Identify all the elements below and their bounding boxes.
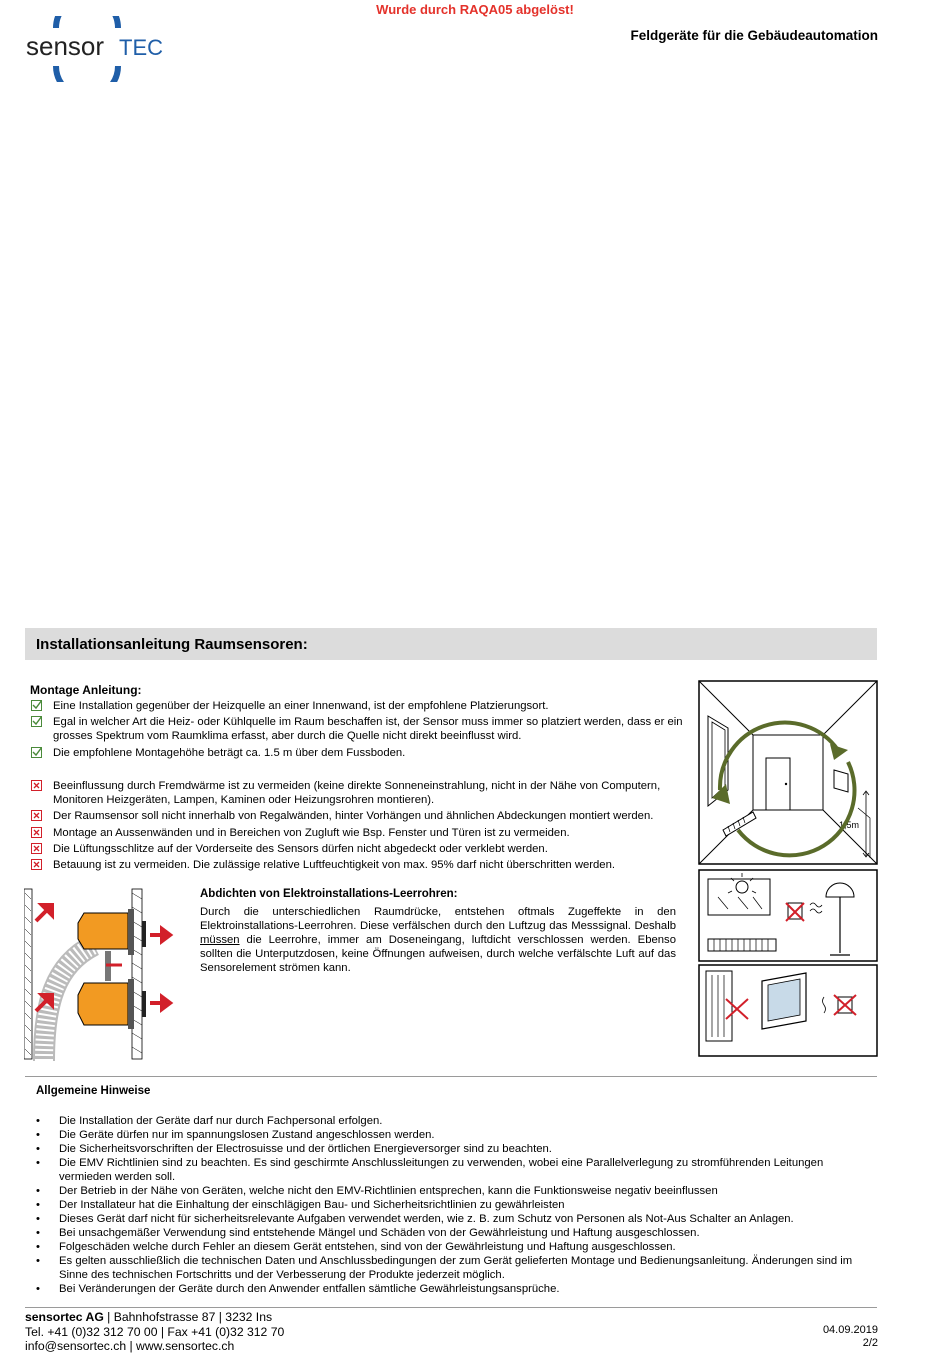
hinweise-item (36, 1282, 866, 1297)
footer-phone: Tel. +41 (0)32 312 70 00 | Fax +41 (0)32 312 70 (25, 1324, 285, 1339)
hinweise-text: Die EMV Richtlinien sind zu beachten. Es sind geschirmte Anschlussleitungen zu verwenden, wobei eine Parallelverlegung zu stromführenden Leitungen vermieden werden soll. (59, 1157, 824, 1183)
hinweise-text: Die Sicherheitsvorschriften der Electrosuisse und der örtlichen Energieversorger sind zu beachten. (59, 1143, 552, 1155)
checkbox-crossed-icon (31, 827, 42, 838)
hinweise-item (36, 1198, 866, 1213)
checkbox-checked-icon (31, 747, 42, 758)
montage-do-text: Eine Installation gegenüber der Heizquelle an einer Innenwand, ist der empfohlene Platzierungsort. (53, 700, 549, 712)
avoid-placement-diagram (698, 869, 878, 1057)
sealing-text (200, 905, 676, 975)
montage-dont-text: Der Raumsensor soll nicht innerhalb von Regalwänden, hinter Vorhängen und ähnlichen Abdeckungen montiert werden. (53, 810, 654, 822)
hinweise-text: Es gelten ausschließlich die technischen Daten und Anschlussbedingungen der zum Gerät gelieferten Montage und Bedienungsanleitung. Änderungen sind im Sinne des technischen Fortschritts und der Verbesserung der Produkte jederzeit möglich. (59, 1255, 853, 1281)
montage-title: Montage Anleitung: (30, 683, 142, 697)
logo-arc-top (56, 16, 118, 28)
header-title: Feldgeräte für die Gebäudeautomation (630, 28, 878, 43)
hinweise-text: Dieses Gerät darf nicht für sicherheitsrelevante Aufgaben verwendet werden, wie z. B. zum Schutz von Personen als Not-Aus Schalter an Anlagen. (59, 1213, 794, 1225)
hinweise-text: Der Betrieb in der Nähe von Geräten, welche nicht den EMV-Richtlinien entsprechen, kann die Funktionsweise negativ beeinflussen (59, 1185, 718, 1197)
checkbox-crossed-icon (31, 843, 42, 854)
replacement-notice: Wurde durch RAQA05 abgelöst! (376, 2, 574, 17)
hinweise-text: Die Geräte dürfen nur im spannungslosen Zustand angeschlossen werden. (59, 1129, 435, 1141)
sealing-text-emphasis: müssen (200, 934, 240, 946)
bullet-icon: • (36, 1283, 40, 1295)
footer-divider (25, 1307, 877, 1308)
bullet-icon: • (36, 1143, 40, 1155)
footer-date: 04.09.2019 (822, 1324, 878, 1336)
montage-dont-item (31, 842, 711, 857)
checkbox-crossed-icon (31, 859, 42, 870)
hinweise-text: Bei Veränderungen der Geräte durch den Anwender entfallen sämtliche Gewährleistungsansprüche. (59, 1283, 560, 1295)
hinweise-item (36, 1128, 866, 1143)
checkbox-checked-icon (31, 700, 42, 711)
logo-word: sensor (26, 31, 105, 61)
hinweise-text: Folgeschäden welche durch Fehler an diesem Gerät entstehen, sind von der Gewährleistung und Haftung ausgeschlossen. (59, 1241, 676, 1253)
logo-brand: TEC (119, 35, 163, 60)
bullet-icon: • (36, 1115, 40, 1127)
divider (25, 1076, 877, 1077)
hinweise-item (36, 1114, 866, 1129)
hinweise-item (36, 1226, 866, 1241)
bullet-icon: • (36, 1255, 40, 1267)
bullet-icon: • (36, 1185, 40, 1197)
hinweise-text: Bei unsachgemäßer Verwendung sind entstehende Mängel und Schäden von der Gewährleistung und Haftung ausgeschlossen. (59, 1227, 700, 1239)
checkbox-crossed-icon (31, 810, 42, 821)
hinweise-item (36, 1240, 866, 1255)
footer-meta (823, 1324, 878, 1350)
footer-company: sensortec AG (25, 1310, 104, 1324)
montage-dont-text: Beeinflussung durch Fremdwärme ist zu vermeiden (keine direkte Sonneneinstrahlung, nicht in der Nähe von Computern, Monitoren Heizgeräten, Lampen, Kaminen oder Heizungsrohren montieren). (53, 780, 661, 806)
footer-contact: info@sensortec.ch | www.sensortec.ch (25, 1339, 235, 1353)
hinweise-text: Der Installateur hat die Einhaltung der einschlägigen Bau- und Sicherheitsrichtlinien zu gewährleisten (59, 1199, 565, 1211)
montage-do-text: Die empfohlene Montagehöhe beträgt ca. 1.5 m über dem Fussboden. (53, 747, 406, 759)
hinweise-title: Allgemeine Hinweise (36, 1085, 151, 1097)
footer-street: | Bahnhofstrasse 87 | 3232 Ins (103, 1310, 273, 1324)
hinweise-item (36, 1254, 866, 1283)
bullet-icon: • (36, 1227, 40, 1239)
montage-dont-item (31, 858, 711, 873)
bullet-icon: • (36, 1241, 40, 1253)
sealing-text-part: Durch die unterschiedlichen Raumdrücke, entstehen oftmals Zugeffekte in den Elektroinstallations-Leerrohren. Diese verfälschen durch den Luftzug das Messsignal. Deshalb (200, 906, 676, 932)
air-arrow-icon (150, 997, 170, 1009)
height-label: 1,5m (839, 820, 860, 830)
bullet-icon: • (36, 1157, 40, 1169)
sensortec-logo (26, 16, 176, 82)
hinweise-item (36, 1212, 866, 1227)
montage-do-item (31, 715, 711, 744)
montage-dont-text: Die Lüftungsschlitze auf der Vorderseite des Sensors dürfen nicht abgedeckt oder verklebt werden. (53, 843, 548, 855)
montage-dont-text: Betauung ist zu vermeiden. Die zulässige relative Luftfeuchtigkeit von max. 95% darf nicht überschritten werden. (53, 859, 616, 871)
footer-address (25, 1310, 625, 1354)
bullet-icon: • (36, 1199, 40, 1211)
hinweise-text: Die Installation der Geräte darf nur durch Fachpersonal erfolgen. (59, 1115, 383, 1127)
hinweise-item (36, 1156, 866, 1185)
bullet-icon: • (36, 1213, 40, 1225)
logo-arc-bottom (56, 66, 118, 82)
bullet-icon: • (36, 1129, 40, 1141)
checkbox-crossed-icon (31, 780, 42, 791)
montage-dont-item (31, 779, 711, 808)
conduit-sealing-diagram (24, 885, 174, 1063)
heater-shape (708, 939, 776, 951)
montage-do-item (31, 746, 711, 761)
air-arrow-icon (36, 905, 52, 921)
section-title: Installationsanleitung Raumsensoren: (36, 636, 308, 653)
air-arrow-icon (150, 929, 170, 941)
montage-dont-item (31, 826, 711, 841)
montage-dont-text: Montage an Aussenwänden und in Bereichen von Zugluft wie Bsp. Fenster und Türen ist zu vermeiden. (53, 827, 570, 839)
sensor-shape (834, 770, 848, 792)
box-shape (78, 913, 128, 949)
checkbox-checked-icon (31, 716, 42, 727)
footer-page: 2/2 (862, 1337, 878, 1349)
montage-dont-item (31, 809, 711, 824)
sealing-text-part: die Leerrohre, immer am Doseneingang, luftdicht verschlossen werden. Ebenso sollten die Unterputzdosen, keine Öffnungen aufweisen, durch welche verfälschte Luft auf das Sensorelement strömen kann. (200, 934, 676, 974)
box-shape (78, 983, 128, 1025)
footer-line (25, 1310, 625, 1325)
sealing-title: Abdichten von Elektroinstallations-Leerrohren: (200, 888, 458, 900)
montage-do-item (31, 699, 711, 714)
hinweise-item (36, 1142, 866, 1157)
hinweise-item (36, 1184, 866, 1199)
room-placement-diagram (698, 680, 878, 865)
montage-do-text: Egal in welcher Art die Heiz- oder Kühlquelle im Raum beschaffen ist, der Sensor muss immer so platziert werden, dass er ein grosses Spektrum vom Raumklima erfasst, aber durch die Quelle nicht direkt beeinflusst wird. (53, 716, 683, 742)
